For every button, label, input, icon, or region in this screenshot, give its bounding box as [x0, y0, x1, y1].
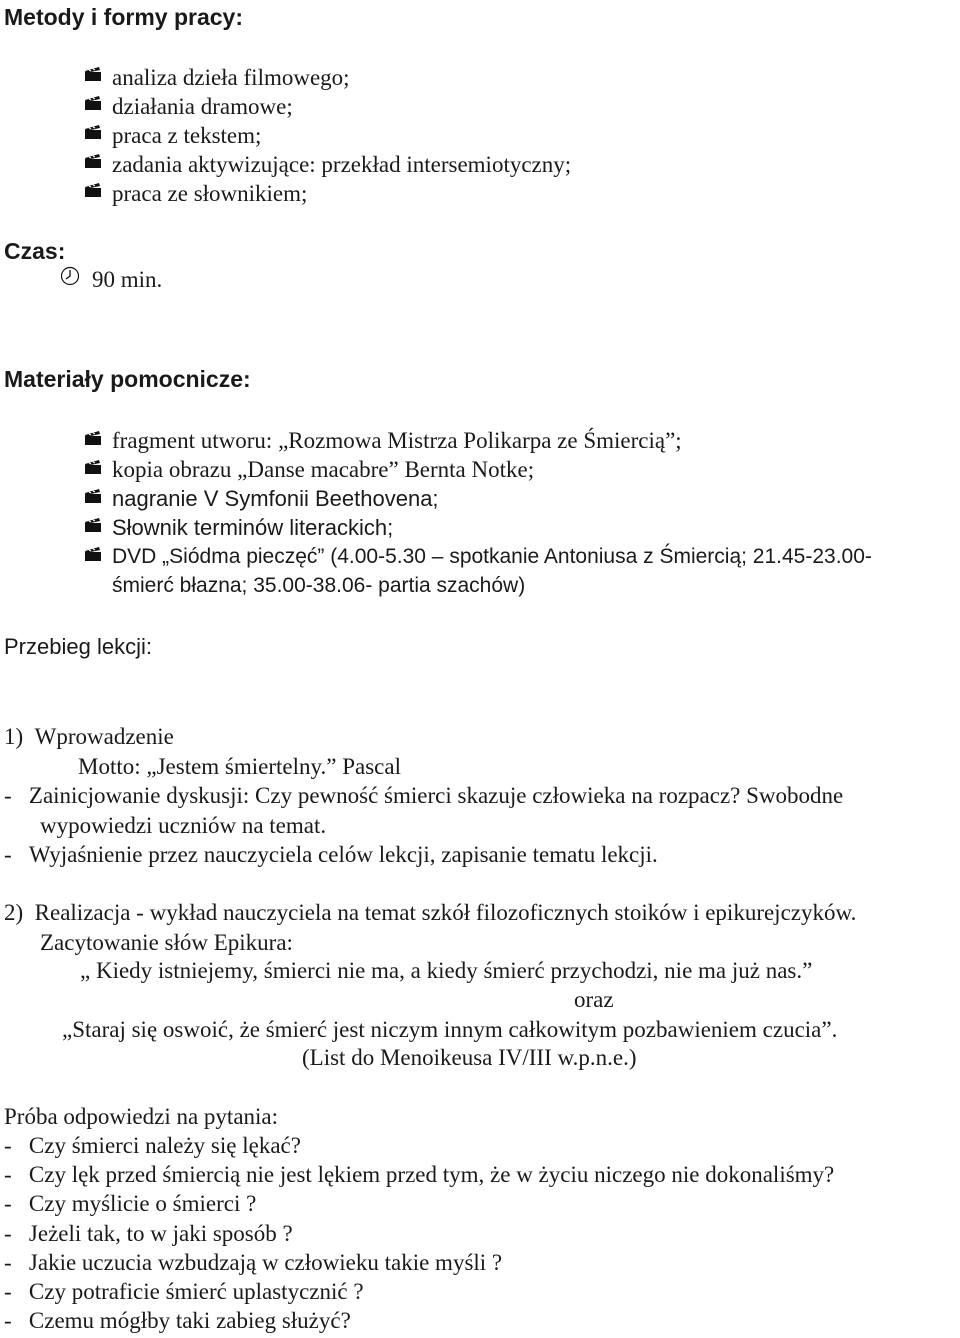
time-heading: Czas:	[4, 238, 66, 264]
materials-item-continuation: śmierć błazna; 35.00-38.06- partia szachów)	[112, 574, 526, 597]
step1-bullet: - Zainicjowanie dyskusji: Czy pewność śmierci skazuje człowieka na rozpacz? Swobodne	[4, 783, 844, 808]
questions-heading: Próba odpowiedzi na pytania:	[4, 1104, 279, 1129]
clapperboard-icon	[84, 546, 102, 562]
quote-epikur-1: „ Kiedy istniejemy, śmierci nie ma, a kiedy śmierć przychodzi, nie ma już nas.”	[80, 958, 813, 983]
question-item: - Czemu mógłby taki zabieg służyć?	[4, 1308, 351, 1333]
step2-intro: Zacytowanie słów Epikura:	[40, 930, 293, 955]
methods-item: analiza dzieła filmowego;	[112, 65, 350, 90]
clapperboard-icon	[84, 153, 102, 169]
materials-item: Słownik terminów literackich;	[112, 515, 394, 540]
methods-item: praca z tekstem;	[112, 123, 262, 148]
clapperboard-icon	[84, 430, 102, 446]
clapperboard-icon	[84, 66, 102, 82]
quote-connector: oraz	[574, 987, 614, 1012]
question-item: - Czy śmierci należy się lękać?	[4, 1133, 301, 1158]
clapperboard-icon	[84, 182, 102, 198]
step2-title: 2) Realizacja - wykład nauczyciela na temat szkół filozoficznych stoików i epikurejczyków.	[4, 900, 857, 925]
clock-icon	[60, 266, 80, 286]
quote-epikur-2: „Staraj się oswoić, że śmierć jest niczym innym całkowitym pozbawieniem czucia”.	[62, 1017, 838, 1042]
quote-source: (List do Menoikeusa IV/III w.p.n.e.)	[302, 1045, 637, 1070]
question-item: - Jakie uczucia wzbudzają w człowieku takie myśli ?	[4, 1250, 503, 1275]
course-heading: Przebieg lekcji:	[4, 634, 152, 659]
clapperboard-icon	[84, 124, 102, 140]
question-item: - Czy myślicie o śmierci ?	[4, 1191, 257, 1216]
clapperboard-icon	[84, 459, 102, 475]
materials-item: fragment utworu: „Rozmowa Mistrza Polikarpa ze Śmiercią”;	[112, 428, 682, 453]
question-item: - Czy potraficie śmierć uplastycznić ?	[4, 1279, 364, 1304]
step1-title: 1) Wprowadzenie	[4, 724, 174, 749]
step1-bullet: - Wyjaśnienie przez nauczyciela celów lekcji, zapisanie tematu lekcji.	[4, 842, 658, 867]
clapperboard-icon	[84, 95, 102, 111]
question-item: - Czy lęk przed śmiercią nie jest lękiem przed tym, że w życiu niczego nie dokonaliśmy?	[4, 1162, 835, 1187]
step1-bullet-continuation: wypowiedzi uczniów na temat.	[40, 813, 327, 838]
step1-motto: Motto: „Jestem śmiertelny.” Pascal	[78, 754, 401, 779]
time-value: 90 min.	[92, 267, 163, 292]
clapperboard-icon	[84, 517, 102, 533]
question-item: - Jeżeli tak, to w jaki sposób ?	[4, 1221, 293, 1246]
materials-heading: Materiały pomocnicze:	[4, 366, 251, 392]
materials-item: nagranie V Symfonii Beethovena;	[112, 486, 439, 511]
clapperboard-icon	[84, 488, 102, 504]
materials-item: kopia obrazu „Danse macabre” Bernta Notke;	[112, 457, 535, 482]
methods-item: praca ze słownikiem;	[112, 181, 308, 206]
methods-item: działania dramowe;	[112, 94, 293, 119]
methods-heading: Metody i formy pracy:	[4, 4, 243, 30]
materials-item: DVD „Siódma pieczęć” (4.00-5.30 – spotkanie Antoniusa z Śmiercią; 21.45-23.00-	[112, 545, 872, 568]
methods-item: zadania aktywizujące: przekład intersemiotyczny;	[112, 152, 572, 177]
